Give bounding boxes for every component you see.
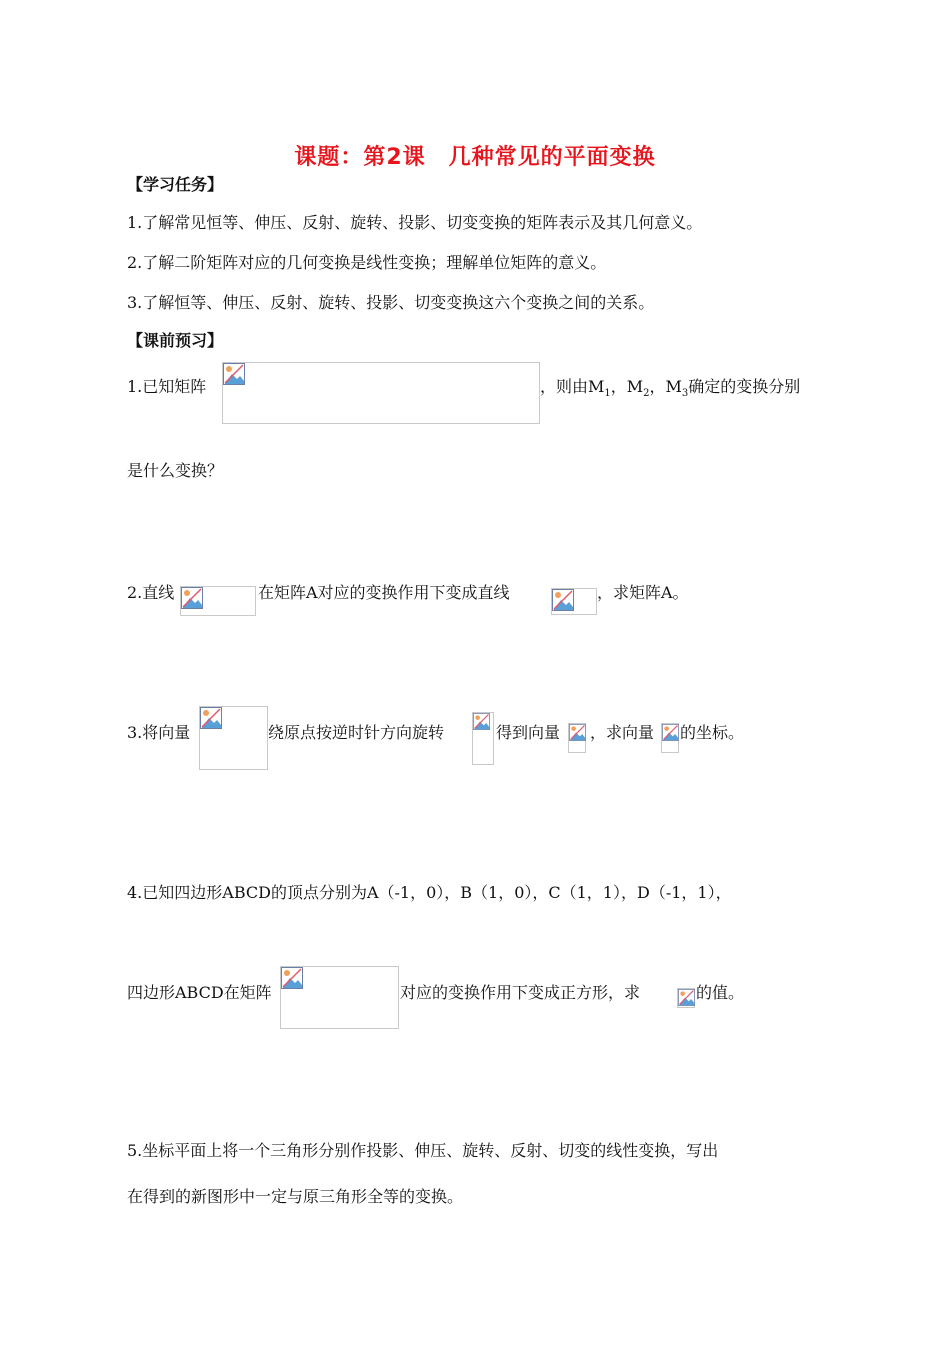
task-item-2: 2.了解二阶矩阵对应的几何变换是线性变换；理解单位矩阵的意义。: [127, 253, 607, 272]
line-equation-image: [180, 586, 256, 616]
vector-image-3: [661, 723, 679, 753]
broken-image-icon: [181, 587, 203, 609]
q2-text-middle: 在矩阵A对应的变换作用下变成直线: [258, 583, 510, 602]
q2-text-end: ，求矩阵A。: [597, 583, 689, 602]
line-equation-image-2: [551, 588, 597, 615]
task-item-1: 1.了解常见恒等、伸压、反射、旋转、投影、切变变换的矩阵表示及其几何意义。: [127, 213, 703, 232]
broken-image-icon: [200, 707, 222, 729]
q3-text-start: 3.将向量: [127, 723, 191, 742]
section-heading-tasks: 【学习任务】: [127, 175, 224, 194]
q2-text-start: 2.直线: [127, 583, 175, 602]
q3-text-end: 的坐标。: [680, 723, 745, 742]
q4-text-line2-start: 四边形ABCD在矩阵: [127, 983, 272, 1002]
broken-image-icon: [678, 989, 695, 1006]
q3-text-middle: 绕原点按逆时针方向旋转: [268, 723, 445, 742]
q4-text-start: 4.已知四边形ABCD的顶点分别为A（-1，0），B（1，0），C（1，1），D（-1，1），: [127, 883, 732, 902]
q1-text-end: ，则由$M_1$，$M_2$，$M_3$确定的变换分别: [540, 377, 801, 400]
q4-text-line2-end: 的值。: [696, 983, 745, 1002]
task-item-3: 3.了解恒等、伸压、反射、旋转、投影、切变变换这六个变换之间的关系。: [127, 293, 655, 312]
q5-text-line2: 在得到的新图形中一定与原三角形全等的变换。: [127, 1187, 464, 1206]
broken-image-icon: [662, 724, 679, 741]
q1-text-start: 1.已知矩阵: [127, 377, 207, 396]
broken-image-icon: [281, 967, 303, 989]
vector-image-2: [568, 723, 586, 753]
vector-image: [199, 706, 268, 770]
variable-image: [677, 988, 695, 1008]
broken-image-icon: [223, 363, 245, 385]
angle-image: [472, 712, 494, 765]
q1-text-continued: 是什么变换？: [127, 461, 224, 480]
section-heading-preview: 【课前预习】: [127, 331, 224, 350]
q4-text-line2-middle: 对应的变换作用下变成正方形，求: [400, 983, 641, 1002]
broken-image-icon: [569, 724, 586, 741]
q3-text-middle-3: ，求向量: [590, 723, 655, 742]
q5-text-line1: 5.坐标平面上将一个三角形分别作投影、伸压、旋转、反射、切变的线性变换，写出: [127, 1141, 719, 1160]
matrix-image: [222, 362, 540, 424]
broken-image-icon: [552, 589, 574, 611]
q3-text-middle-2: 得到向量: [496, 723, 561, 742]
page-title: 课题：第2课 几种常见的平面变换: [294, 145, 656, 170]
matrix-image-2: [280, 966, 399, 1029]
broken-image-icon: [473, 713, 490, 730]
